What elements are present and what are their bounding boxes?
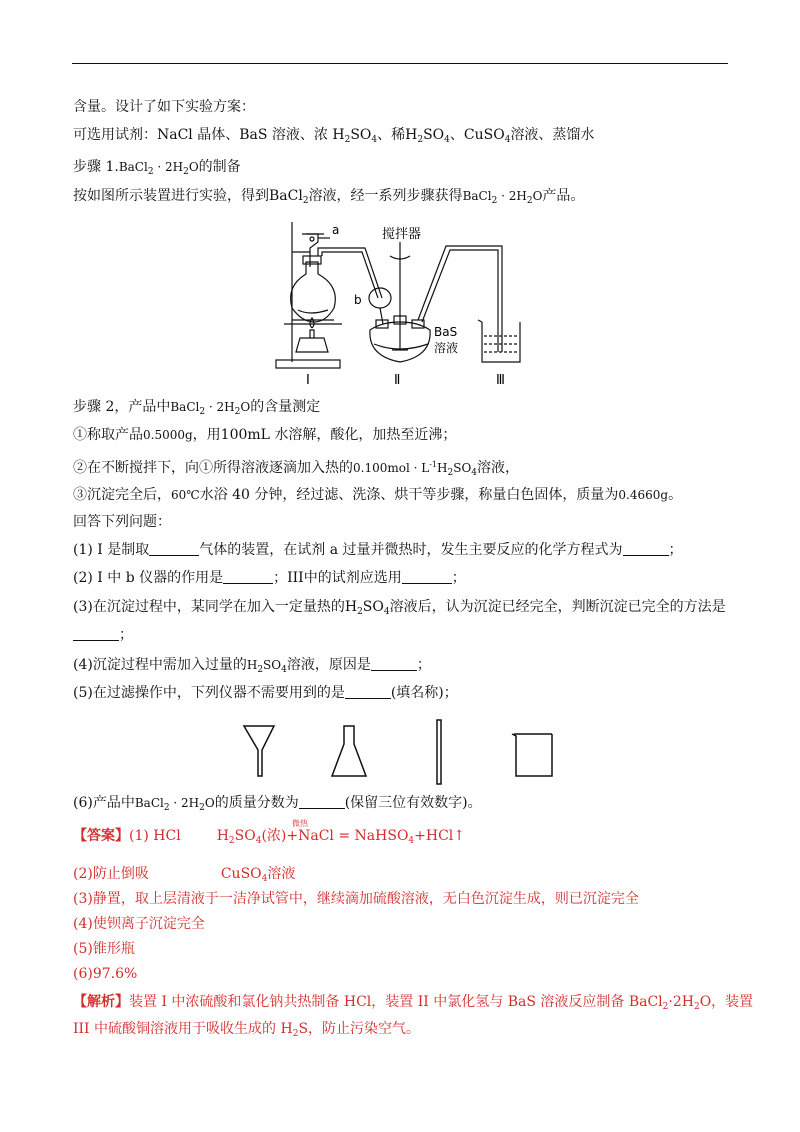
label-solution: 溶液 — [434, 341, 459, 355]
answer-3: (3)静置，取上层清液于一洁净试管中，继续滴加硫酸溶液，无白色沉淀生成，则已沉淀完全 — [73, 891, 639, 907]
funnel-icon — [244, 726, 274, 776]
analysis-line-1: 【解析】装置 I 中浓硫酸和氯化钠共热制备 HCl，装置 II 中氯化氢与 BaS 溶液反应制备 $BaCl_2\cdot 2H_2O$，装置 — [73, 994, 754, 1012]
heat-label: 微热 — [292, 819, 308, 828]
blank-1b[interactable] — [623, 542, 669, 556]
blank-4[interactable] — [371, 657, 417, 671]
answer-5: (5)锥形瓶 — [73, 941, 135, 957]
blank-2a[interactable] — [223, 570, 273, 584]
label-stirrer: 搅拌器 — [382, 227, 422, 242]
answer-2: (2)防止倒吸 CuSO$_4$溶液 — [73, 866, 296, 884]
intro-line: 含量。设计了如下实验方案： — [73, 99, 255, 115]
label-I: Ⅰ — [306, 373, 310, 388]
instruments-row — [230, 718, 570, 788]
question-2: (2) Ⅰ 中 b 仪器的作用是 ；III中的试剂应选用 ； — [73, 570, 466, 586]
questions-intro: 回答下列问题： — [73, 514, 171, 530]
header-rule — [72, 63, 728, 64]
answer-6: (6)97.6% — [73, 966, 138, 982]
conical-flask-icon — [332, 726, 366, 776]
measure-1: ①称取产品0.5000g，用100mL 水溶解，酸化，加热至近沸； — [73, 427, 457, 443]
analysis-line-2: III 中硫酸铜溶液用于吸收生成的 $H_2S$，防止污染空气。 — [73, 1021, 421, 1039]
answer-4: (4)使钡离子沉淀完全 — [73, 916, 205, 932]
question-4: (4)沉淀过程中需加入过量的$H_2SO_4$溶液，原因是 ； — [73, 657, 431, 675]
measure-3: ③沉淀完全后，60℃水浴 40 分钟，经过滤、洗涤、烘干等步骤，称量白色固体，质量为0.4660g。 — [73, 487, 683, 503]
beaker-icon — [512, 734, 552, 776]
step1-desc: 按如图所示装置进行实验，得到BaCl$_2$溶液，经一系列步骤获得BaCl$_2$ · $2H_2O$产品。 — [73, 188, 585, 206]
apparatus-diagram — [270, 212, 540, 392]
reagents-line: 可选用试剂：NaCl 晶体、BaS 溶液、浓 $H_2SO_4$、稀$H_2SO_4$、CuSO$_4$溶液、蒸馏水 — [73, 127, 595, 145]
label-II: Ⅱ — [394, 373, 401, 388]
question-6: (6)产品中BaCl$_2$ · $2H_2O$的质量分数为 (保留三位有效数字)。 — [73, 795, 482, 813]
step2-line: 步骤 2，产品中BaCl$_2$ · $2H_2O$的含量测定 — [73, 399, 321, 417]
blank-3[interactable] — [73, 627, 119, 641]
blank-2b[interactable] — [402, 570, 452, 584]
label-a: a — [332, 223, 340, 237]
answer-1: 【答案】(1) HCl $H_2SO_4$(浓)+NaCl = NaHSO$_4$+HCl↑ — [73, 828, 466, 846]
step1-line: 步骤 1.BaCl$_2$ · $2H_2O$的制备 — [73, 159, 241, 177]
alcohol-lamp — [296, 338, 328, 352]
blank-6[interactable] — [299, 795, 345, 809]
stand-base — [276, 360, 340, 368]
question-1: (1) Ⅰ 是制取 气体的装置，在试剂 a 过量并微热时，发生主要反应的化学方程式为 ； — [73, 542, 683, 558]
glass-rod-icon — [437, 720, 441, 784]
question-5: (5)在过滤操作中，下列仪器不需要用到的是 (填名称)； — [73, 685, 458, 701]
label-III: Ⅲ — [496, 373, 505, 388]
blank-1a[interactable] — [149, 542, 199, 556]
question-3-cont: ； — [73, 625, 133, 645]
beaker-III — [482, 322, 520, 362]
question-3: (3)在沉淀过程中，某同学在加入一定量热的$H_2SO_4$溶液后，认为沉淀已经完全，判断沉淀已完全的方法是 — [73, 599, 726, 617]
blank-5[interactable] — [345, 685, 391, 699]
label-b: b — [354, 293, 362, 307]
label-bas: BaS — [434, 325, 458, 339]
measure-2: ②在不断搅拌下，向①所得溶液逐滴加入热的$0.100mol \cdot L^{-1}H_2SO_4$溶液， — [73, 460, 520, 478]
